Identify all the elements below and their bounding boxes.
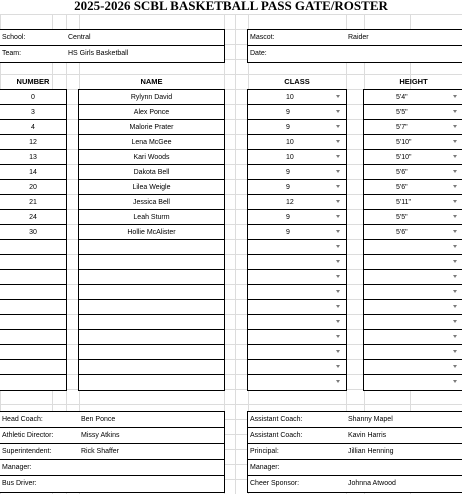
- dropdown-arrow-icon[interactable]: [336, 170, 340, 173]
- roster-number[interactable]: 12: [29, 139, 37, 146]
- roster-name[interactable]: Alex Ponce: [133, 109, 170, 116]
- roster-class[interactable]: 10: [286, 154, 294, 161]
- row-divider: [0, 459, 224, 460]
- row-divider: [248, 314, 346, 315]
- dropdown-arrow-icon[interactable]: [336, 155, 340, 158]
- roster-number[interactable]: 13: [29, 154, 37, 161]
- row-divider: [0, 329, 66, 330]
- staff-left-label-3: Manager:: [2, 464, 32, 471]
- staff-right-value-0[interactable]: Shanny Mapel: [348, 416, 393, 423]
- row-divider: [248, 459, 462, 460]
- dropdown-arrow-icon[interactable]: [336, 305, 340, 308]
- dropdown-arrow-icon[interactable]: [336, 365, 340, 368]
- info-right-label-0: Mascot:: [250, 34, 275, 41]
- dropdown-arrow-icon[interactable]: [336, 380, 340, 383]
- roster-class[interactable]: 9: [286, 109, 290, 116]
- dropdown-arrow-icon[interactable]: [453, 170, 457, 173]
- dropdown-arrow-icon[interactable]: [336, 320, 340, 323]
- staff-right-label-2: Principal:: [250, 448, 279, 455]
- roster-number[interactable]: 30: [29, 229, 37, 236]
- staff-left-label-0: Head Coach:: [2, 416, 43, 423]
- dropdown-arrow-icon[interactable]: [336, 185, 340, 188]
- roster-name[interactable]: Jessica Bell: [133, 199, 170, 206]
- column-header-name: NAME: [140, 77, 163, 86]
- dropdown-arrow-icon[interactable]: [336, 350, 340, 353]
- dropdown-arrow-icon[interactable]: [336, 125, 340, 128]
- row-divider: [79, 284, 224, 285]
- row-divider: [364, 254, 462, 255]
- roster-name[interactable]: Dakota Bell: [133, 169, 170, 176]
- dropdown-arrow-icon[interactable]: [453, 275, 457, 278]
- dropdown-arrow-icon[interactable]: [336, 260, 340, 263]
- dropdown-arrow-icon[interactable]: [453, 125, 457, 128]
- dropdown-arrow-icon[interactable]: [336, 140, 340, 143]
- dropdown-arrow-icon[interactable]: [336, 95, 340, 98]
- row-divider: [248, 134, 346, 135]
- row-divider: [248, 104, 346, 105]
- roster-number[interactable]: 14: [29, 169, 37, 176]
- info-left-value-1[interactable]: HS Girls Basketball: [68, 50, 129, 57]
- dropdown-arrow-icon[interactable]: [453, 95, 457, 98]
- staff-right-label-3: Manager:: [250, 464, 280, 471]
- row-divider: [79, 269, 224, 270]
- roster-height[interactable]: 5'6": [396, 169, 408, 176]
- row-divider: [0, 359, 66, 360]
- staff-right-value-4[interactable]: Johnna Atwood: [348, 480, 396, 487]
- row-divider: [79, 254, 224, 255]
- row-divider: [248, 179, 346, 180]
- row-divider: [0, 374, 66, 375]
- row-divider: [248, 254, 346, 255]
- roster-class[interactable]: 9: [286, 184, 290, 191]
- dropdown-arrow-icon[interactable]: [453, 320, 457, 323]
- row-divider: [79, 314, 224, 315]
- roster-height[interactable]: 5'10": [396, 139, 412, 146]
- roster-class[interactable]: 10: [286, 94, 294, 101]
- dropdown-arrow-icon[interactable]: [453, 215, 457, 218]
- dropdown-arrow-icon[interactable]: [453, 185, 457, 188]
- roster-name[interactable]: Malorie Prater: [129, 124, 174, 131]
- row-divider: [248, 209, 346, 210]
- info-right-value-0[interactable]: Raider: [348, 34, 369, 41]
- roster-class[interactable]: 9: [286, 214, 290, 221]
- dropdown-arrow-icon[interactable]: [453, 365, 457, 368]
- staff-right-value-1[interactable]: Kavin Harris: [348, 432, 387, 439]
- row-divider: [248, 329, 346, 330]
- roster-number[interactable]: 3: [31, 109, 35, 116]
- dropdown-arrow-icon[interactable]: [453, 305, 457, 308]
- roster-number[interactable]: 4: [31, 124, 35, 131]
- row-divider: [0, 344, 66, 345]
- row-divider: [364, 269, 462, 270]
- roster-height[interactable]: 5'11": [396, 199, 411, 206]
- row-divider: [364, 314, 462, 315]
- row-divider: [364, 194, 462, 195]
- row-divider: [364, 299, 462, 300]
- staff-left-value-1[interactable]: Missy Atkins: [81, 432, 120, 439]
- staff-left-value-0[interactable]: Ben Ponce: [81, 416, 116, 423]
- dropdown-arrow-icon[interactable]: [453, 350, 457, 353]
- staff-left-label-4: Bus Driver:: [2, 480, 37, 487]
- roster-height[interactable]: 5'7": [396, 124, 408, 131]
- row-divider: [79, 299, 224, 300]
- info-right-label-1: Date:: [250, 50, 267, 57]
- row-divider: [79, 344, 224, 345]
- row-divider: [248, 269, 346, 270]
- row-divider: [79, 329, 224, 330]
- staff-right-label-0: Assistant Coach:: [250, 416, 303, 423]
- roster-height[interactable]: 5'4": [396, 94, 408, 101]
- row-divider: [364, 344, 462, 345]
- row-divider: [364, 179, 462, 180]
- row-divider: [248, 344, 346, 345]
- dropdown-arrow-icon[interactable]: [336, 290, 340, 293]
- dropdown-arrow-icon[interactable]: [336, 230, 340, 233]
- row-divider: [248, 299, 346, 300]
- roster-number[interactable]: 24: [29, 214, 37, 221]
- row-divider: [364, 104, 462, 105]
- dropdown-arrow-icon[interactable]: [336, 275, 340, 278]
- page-title: 2025-2026 SCBL BASKETBALL PASS GATE/ROSTER: [74, 0, 388, 13]
- roster-height[interactable]: 5'5": [396, 214, 408, 221]
- dropdown-arrow-icon[interactable]: [453, 200, 457, 203]
- row-divider: [79, 359, 224, 360]
- roster-name[interactable]: Lena McGee: [131, 139, 172, 146]
- dropdown-arrow-icon[interactable]: [453, 245, 457, 248]
- roster-height[interactable]: 5'10": [396, 154, 412, 161]
- dropdown-arrow-icon[interactable]: [336, 200, 340, 203]
- dropdown-arrow-icon[interactable]: [336, 245, 340, 248]
- info-left-label-0: School:: [2, 34, 26, 41]
- row-divider: [248, 239, 346, 240]
- row-divider: [364, 209, 462, 210]
- row-divider: [248, 149, 346, 150]
- roster-height[interactable]: 5'5": [396, 109, 408, 116]
- roster-height[interactable]: 5'6": [396, 184, 408, 191]
- dropdown-arrow-icon[interactable]: [453, 230, 457, 233]
- column-header-class: CLASS: [284, 77, 310, 86]
- dropdown-arrow-icon[interactable]: [453, 110, 457, 113]
- row-divider: [0, 269, 66, 270]
- row-divider: [364, 134, 462, 135]
- roster-name[interactable]: Kari Woods: [133, 154, 170, 161]
- row-divider: [248, 194, 346, 195]
- staff-right-label-4: Cheer Sponsor:: [250, 480, 300, 487]
- staff-right-value-2[interactable]: Jillian Henning: [348, 448, 394, 455]
- roster-class[interactable]: 9: [286, 169, 290, 176]
- roster-number[interactable]: 0: [31, 94, 35, 101]
- roster-name[interactable]: Hollie McAlister: [127, 229, 176, 236]
- row-divider: [248, 45, 462, 46]
- row-divider: [364, 374, 462, 375]
- row-divider: [364, 149, 462, 150]
- column-header-number: NUMBER: [16, 77, 50, 86]
- row-divider: [364, 284, 462, 285]
- roster-class[interactable]: 9: [286, 229, 290, 236]
- dropdown-arrow-icon[interactable]: [453, 155, 457, 158]
- dropdown-arrow-icon[interactable]: [453, 335, 457, 338]
- row-divider: [364, 164, 462, 165]
- staff-left-label-2: Superintendent:: [2, 448, 52, 455]
- row-divider: [0, 254, 66, 255]
- row-divider: [248, 359, 346, 360]
- row-divider: [364, 239, 462, 240]
- row-divider: [248, 164, 346, 165]
- row-divider: [364, 359, 462, 360]
- row-divider: [0, 284, 66, 285]
- row-divider: [364, 329, 462, 330]
- row-divider: [248, 374, 346, 375]
- roster-height[interactable]: 5'6": [396, 229, 408, 236]
- row-divider: [0, 299, 66, 300]
- roster-class[interactable]: 12: [286, 199, 294, 206]
- roster-name[interactable]: Rylynn David: [130, 94, 173, 101]
- dropdown-arrow-icon[interactable]: [453, 290, 457, 293]
- roster-number[interactable]: 21: [29, 199, 37, 206]
- row-divider: [248, 224, 346, 225]
- roster-class[interactable]: 10: [286, 139, 294, 146]
- info-left-value-0[interactable]: Central: [68, 34, 91, 41]
- info-left-label-1: Team:: [2, 50, 22, 57]
- dropdown-arrow-icon[interactable]: [453, 260, 457, 263]
- dropdown-arrow-icon[interactable]: [453, 140, 457, 143]
- staff-right-label-1: Assistant Coach:: [250, 432, 303, 439]
- roster-number[interactable]: 20: [29, 184, 37, 191]
- roster-name[interactable]: Leah Sturm: [133, 214, 170, 221]
- row-divider: [364, 224, 462, 225]
- dropdown-arrow-icon[interactable]: [453, 380, 457, 383]
- row-divider: [248, 119, 346, 120]
- staff-left-value-2[interactable]: Rick Shaffer: [81, 448, 119, 455]
- roster-name[interactable]: Lilea Weigle: [132, 184, 171, 191]
- dropdown-arrow-icon[interactable]: [336, 110, 340, 113]
- row-divider: [0, 314, 66, 315]
- staff-left-label-1: Athletic Director:: [2, 432, 54, 439]
- roster-class[interactable]: 9: [286, 124, 290, 131]
- row-divider: [364, 119, 462, 120]
- row-divider: [248, 284, 346, 285]
- dropdown-arrow-icon[interactable]: [336, 335, 340, 338]
- dropdown-arrow-icon[interactable]: [336, 215, 340, 218]
- column-header-height: HEIGHT: [399, 77, 428, 86]
- row-divider: [79, 374, 224, 375]
